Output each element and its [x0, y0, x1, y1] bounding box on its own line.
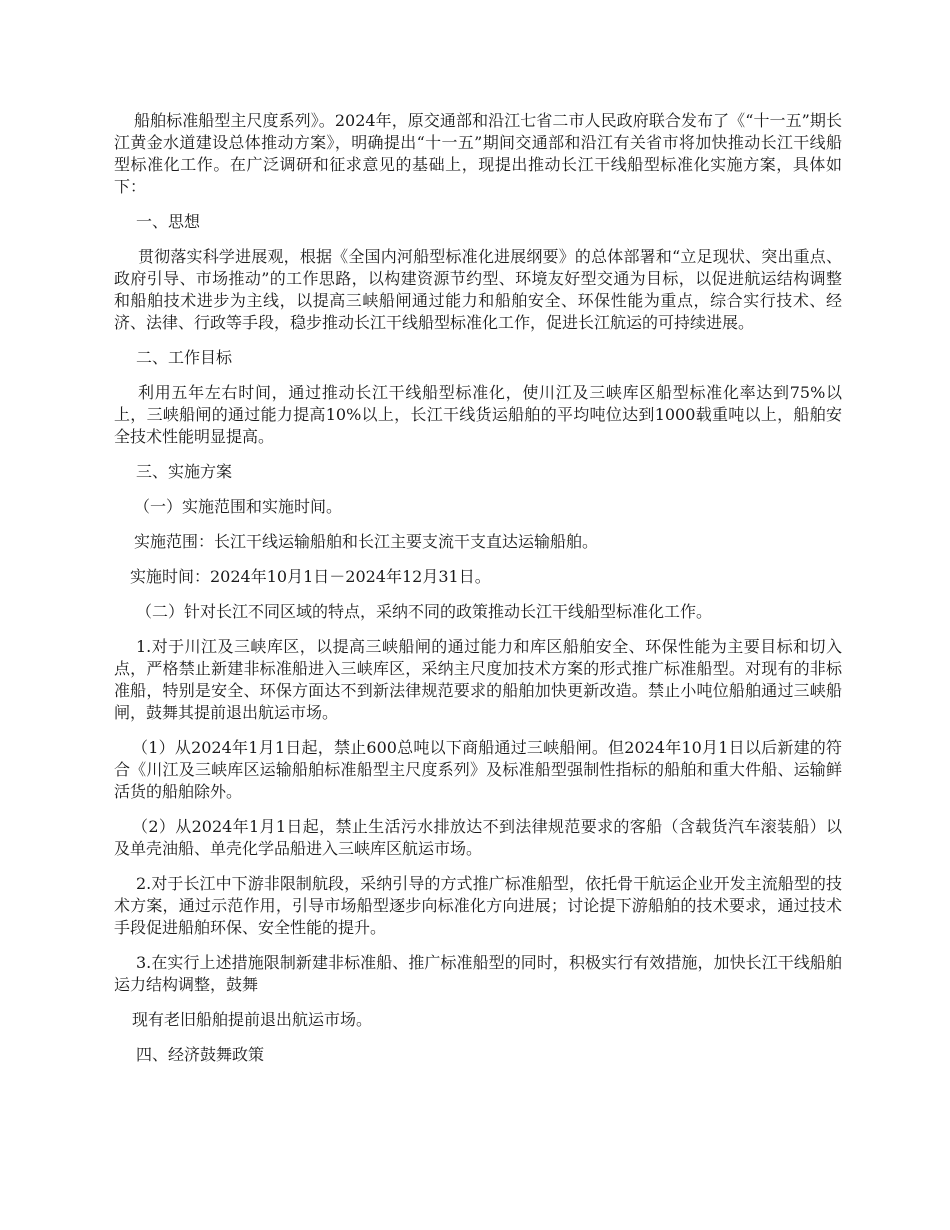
- subheading-scope-and-time: （一）实施范围和实施时间。: [134, 497, 343, 516]
- paragraph-guiding-thought: 贯彻落实科学进展观，根据《全国内河船型标准化进展纲要》的总体部署和“立足现状、突出重点、政府引导、市场推动”的工作思路，以构建资源节约型、环境友好型交通为目标，以促进航运结构调整和船舶技术进步为主线，以提高三峡船闸通过能力和船舶安全、环保性能为重点，综合实行技术、经济、法律、行政等手段，稳步推动长江干线船型标准化工作，促进长江航运的可持续进展。: [114, 247, 842, 332]
- heading-guiding-thought: 一、思想: [136, 212, 201, 231]
- heading-implementation-plan: 三、实施方案: [136, 462, 233, 481]
- paragraph-work-goals: 利用五年左右时间，通过推动长江干线船型标准化，使川江及三峡库区船型标准化率达到75%以上，三峡船闸的通过能力提高10%以上，长江干线货运船舶的平均吨位达到1000载重吨以上，船舶安全技术性能明显提高。: [114, 383, 842, 446]
- paragraph-item-2: 2.对于长江中下游非限制航段，采纳引导的方式推广标准船型，依托骨干航运企业开发主流船型的技术方案，通过示范作用，引导市场船型逐步向标准化方向进展；讨论提下游船舶的技术要求，通过技术手段促进船舶环保、安全性能的提升。: [114, 874, 842, 937]
- heading-economic-incentives: 四、经济鼓舞政策: [136, 1045, 265, 1064]
- heading-work-goals: 二、工作目标: [136, 348, 233, 367]
- paragraph-intro: 船舶标准船型主尺度系列》。2024年，原交通部和沿江七省二市人民政府联合发布了《“十一五”期长江黄金水道建设总体推动方案》，明确提出“十一五”期间交通部和沿江有关省市将加快推动长江干线船型标准化工作。在广泛调研和征求意见的基础上，现提出推动长江干线船型标准化实施方案，具体如下：: [114, 111, 842, 196]
- paragraph-sub-item-1: （1）从2024年1月1日起，禁止600总吨以下商船通过三峡船闸。但2024年10月1日以后新建的符合《川江及三峡库区运输船舶标准船型主尺度系列》及标准船型强制性指标的船舶和重大件船、运输鲜活货的船舶除外。: [114, 738, 842, 801]
- document-page: [114, 110, 842, 1079]
- paragraph-scope: 实施范围：长江干线运输船舶和长江主要支流干支直达运输船舶。: [134, 532, 599, 551]
- paragraph-item-3-continued: 现有老旧船舶提前退出航运市场。: [132, 1010, 373, 1029]
- paragraph-sub-item-2: （2）从2024年1月1日起，禁止生活污水排放达不到法律规范要求的客船（含载货汽车滚装船）以及单壳油船、单壳化学品船进入三峡库区航运市场。: [114, 817, 842, 858]
- subheading-regional-policies: （二）针对长江不同区域的特点，采纳不同的政策推动长江干线船型标准化工作。: [136, 602, 713, 621]
- paragraph-time: 实施时间：2024年10月1日－2024年12月31日。: [130, 567, 491, 586]
- paragraph-item-1: 1.对于川江及三峡库区，以提高三峡船闸的通过能力和库区船舶安全、环保性能为主要目标和切入点，严格禁止新建非标准船进入三峡库区，采纳主尺度加技术方案的形式推广标准船型。对现有的非标准船，特别是安全、环保方面达不到新法律规范要求的船舶加快更新改造。禁止小吨位船舶通过三峡船闸，鼓舞其提前退出航运市场。: [114, 637, 842, 722]
- paragraph-item-3: 3.在实行上述措施限制新建非标准船、推广标准船型的同时，积极实行有效措施，加快长江干线船舶运力结构调整，鼓舞: [114, 953, 842, 994]
